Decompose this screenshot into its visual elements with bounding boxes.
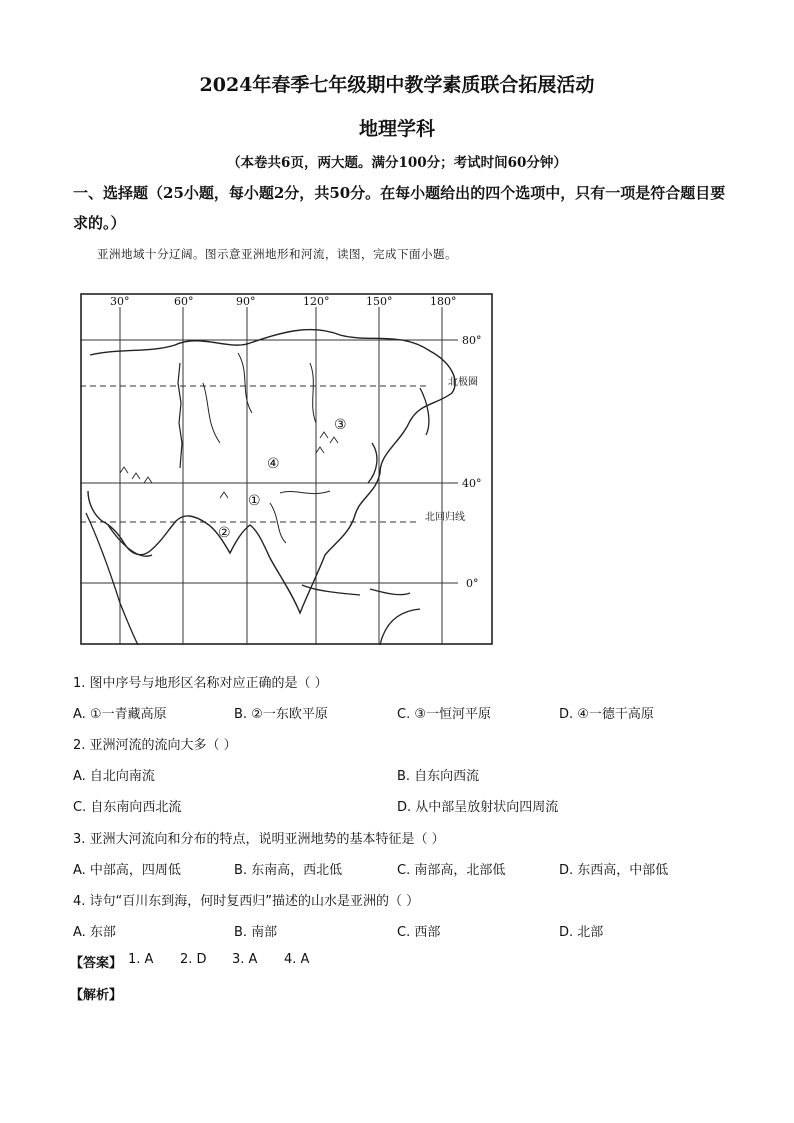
question-3-option-c: C. 南部高，北部低 [397,863,506,878]
question-3-option-b: B. 东南高，西北低 [234,863,343,878]
question-2-stem: 2. 亚洲河流的流向大多（ ） [73,738,237,753]
analysis-tag: 【解析】 [70,988,123,1003]
map-frame [81,294,492,644]
asia-map [80,293,493,645]
question-3-stem: 3. 亚洲大河流向和分布的特点，说明亚洲地势的基本特征是（ ） [73,832,445,847]
question-2-option-a: A. 自北向南流 [73,769,155,784]
answer-tag: 【答案】 [70,956,123,971]
question-1-option-c: C. ③一恒河平原 [397,707,491,722]
question-intro: 亚洲地域十分辽阔。图示意亚洲地形和河流，读图，完成下面小题。 [97,247,457,261]
answer-item-1: 1. A [128,952,154,967]
question-3-option-d: D. 东西高，中部低 [559,863,669,878]
question-1-option-b: B. ②一东欧平原 [234,707,328,722]
question-1-stem: 1. 图中序号与地形区名称对应正确的是（ ） [73,676,328,691]
map-marker-2: ② [218,525,231,541]
question-4-option-a: A. 东部 [73,925,116,940]
lon-label-120: 120° [303,295,330,308]
lon-label-180: 180° [430,295,457,308]
arctic-circle-label: 北极圈 [448,377,478,388]
lat-label-40: 40° [462,477,482,490]
exam-note: （本卷共6页，两大题。满分100分；考试时间60分钟） [227,155,567,171]
map-marker-1: ① [248,493,261,509]
lat-label-80: 80° [462,334,482,347]
answer-item-2: 2. D [180,952,207,967]
lat-label-0: 0° [466,577,479,590]
lon-label-150: 150° [366,295,393,308]
question-4-option-c: C. 西部 [397,925,441,940]
lon-label-90: 90° [236,295,256,308]
question-2-option-d: D. 从中部呈放射状向四周流 [397,800,559,815]
question-3-option-a: A. 中部高，四周低 [73,863,181,878]
map-marker-3: ③ [334,417,347,433]
question-4-option-b: B. 南部 [234,925,278,940]
map-marker-4: ④ [267,456,280,472]
exam-title: 2024年春季七年级期中教学素质联合拓展活动 [199,74,595,96]
section-heading: 一、选择题（25小题，每小题2分，共50分。在每小题给出的四个选项中，只有一项是符合题目要求的。） [73,184,726,232]
lon-label-60: 60° [174,295,194,308]
question-4-stem: 4. 诗句“百川东到海，何时复西归”描述的山水是亚洲的（ ） [73,894,420,909]
lon-label-30: 30° [110,295,130,308]
answer-item-4: 4. A [284,952,310,967]
question-4-option-d: D. 北部 [559,925,604,940]
answer-item-3: 3. A [232,952,258,967]
question-1-option-d: D. ④一德干高原 [559,707,654,722]
tropic-of-cancer-label: 北回归线 [425,512,465,523]
question-1-option-a: A. ①一青藏高原 [73,707,167,722]
question-2-option-c: C. 自东南向西北流 [73,800,182,815]
question-2-option-b: B. 自东向西流 [397,769,480,784]
subject-title: 地理学科 [358,118,435,140]
